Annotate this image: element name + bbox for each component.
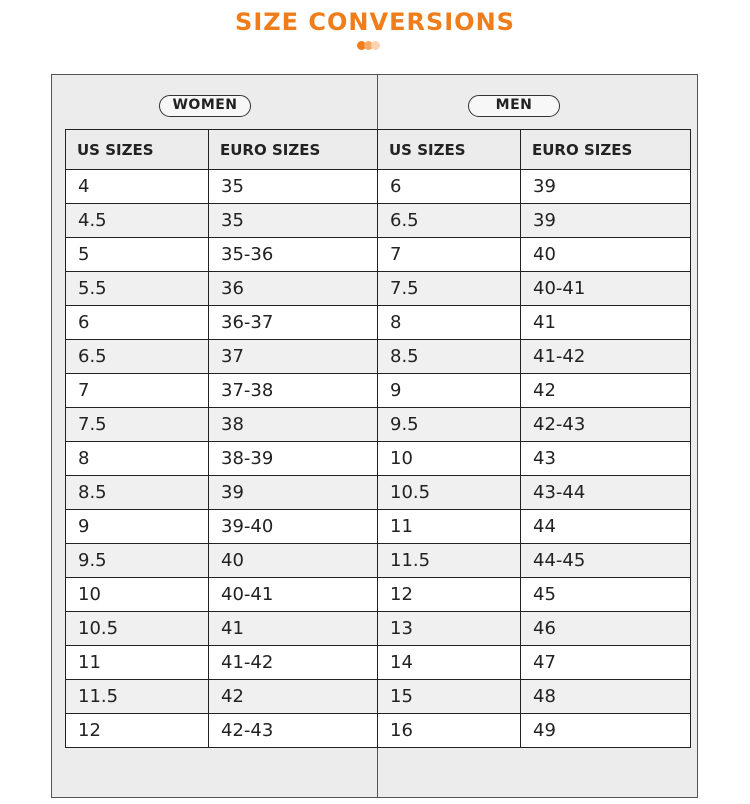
women-us-cell: 9 bbox=[66, 510, 209, 544]
table-row bbox=[66, 374, 691, 408]
men-euro-header: EURO SIZES bbox=[521, 130, 691, 170]
women-euro-cell: 42-43 bbox=[209, 714, 378, 748]
women-us-cell: 11.5 bbox=[66, 680, 209, 714]
men-us-cell: 6.5 bbox=[378, 204, 521, 238]
men-us-header: US SIZES bbox=[378, 130, 521, 170]
men-us-cell: 8 bbox=[378, 306, 521, 340]
men-euro-cell: 40-41 bbox=[521, 272, 691, 306]
men-euro-cell: 42 bbox=[521, 374, 691, 408]
men-us-cell: 16 bbox=[378, 714, 521, 748]
table-row bbox=[66, 612, 691, 646]
men-us-cell: 7 bbox=[378, 238, 521, 272]
women-euro-cell: 42 bbox=[209, 680, 378, 714]
men-euro-cell: 40 bbox=[521, 238, 691, 272]
men-euro-cell: 43 bbox=[521, 442, 691, 476]
table-row bbox=[66, 442, 691, 476]
men-us-cell: 6 bbox=[378, 170, 521, 204]
men-us-cell: 13 bbox=[378, 612, 521, 646]
men-us-cell: 10.5 bbox=[378, 476, 521, 510]
table-row bbox=[66, 170, 691, 204]
women-euro-cell: 41-42 bbox=[209, 646, 378, 680]
table-row bbox=[66, 476, 691, 510]
women-us-cell: 4.5 bbox=[66, 204, 209, 238]
men-euro-cell: 47 bbox=[521, 646, 691, 680]
men-euro-cell: 44 bbox=[521, 510, 691, 544]
men-euro-cell: 48 bbox=[521, 680, 691, 714]
men-us-cell: 15 bbox=[378, 680, 521, 714]
table-row bbox=[66, 578, 691, 612]
men-euro-cell: 44-45 bbox=[521, 544, 691, 578]
table-row bbox=[66, 510, 691, 544]
women-us-cell: 9.5 bbox=[66, 544, 209, 578]
women-euro-cell: 37-38 bbox=[209, 374, 378, 408]
women-euro-cell: 41 bbox=[209, 612, 378, 646]
table-row bbox=[66, 204, 691, 238]
men-euro-cell: 41 bbox=[521, 306, 691, 340]
women-us-cell: 8 bbox=[66, 442, 209, 476]
table-row bbox=[66, 408, 691, 442]
men-euro-cell: 45 bbox=[521, 578, 691, 612]
women-us-cell: 11 bbox=[66, 646, 209, 680]
women-section-label: WOMEN bbox=[159, 95, 251, 117]
table-row bbox=[66, 680, 691, 714]
size-chart bbox=[51, 74, 698, 798]
men-euro-cell: 39 bbox=[521, 204, 691, 238]
men-us-cell: 9 bbox=[378, 374, 521, 408]
table-row bbox=[66, 714, 691, 748]
women-euro-cell: 38-39 bbox=[209, 442, 378, 476]
women-us-cell: 6 bbox=[66, 306, 209, 340]
men-euro-cell: 46 bbox=[521, 612, 691, 646]
women-us-cell: 8.5 bbox=[66, 476, 209, 510]
page-title: SIZE CONVERSIONS bbox=[235, 8, 515, 36]
women-euro-cell: 35-36 bbox=[209, 238, 378, 272]
men-us-cell: 11.5 bbox=[378, 544, 521, 578]
women-us-cell: 10 bbox=[66, 578, 209, 612]
men-us-cell: 7.5 bbox=[378, 272, 521, 306]
women-euro-cell: 39 bbox=[209, 476, 378, 510]
women-us-cell: 5.5 bbox=[66, 272, 209, 306]
men-us-cell: 10 bbox=[378, 442, 521, 476]
women-us-cell: 10.5 bbox=[66, 612, 209, 646]
women-euro-cell: 39-40 bbox=[209, 510, 378, 544]
table-row bbox=[66, 306, 691, 340]
women-euro-cell: 37 bbox=[209, 340, 378, 374]
table-row bbox=[66, 340, 691, 374]
men-us-cell: 14 bbox=[378, 646, 521, 680]
dot-3 bbox=[371, 41, 380, 50]
men-euro-cell: 42-43 bbox=[521, 408, 691, 442]
table-row bbox=[66, 238, 691, 272]
women-us-cell: 7 bbox=[66, 374, 209, 408]
title-decoration-dots bbox=[357, 41, 381, 51]
women-us-cell: 5 bbox=[66, 238, 209, 272]
women-euro-cell: 35 bbox=[209, 170, 378, 204]
men-euro-cell: 39 bbox=[521, 170, 691, 204]
men-us-cell: 9.5 bbox=[378, 408, 521, 442]
women-us-cell: 7.5 bbox=[66, 408, 209, 442]
table-row bbox=[66, 544, 691, 578]
women-euro-cell: 35 bbox=[209, 204, 378, 238]
size-table bbox=[65, 129, 691, 748]
table-row bbox=[66, 272, 691, 306]
women-euro-cell: 36-37 bbox=[209, 306, 378, 340]
men-euro-cell: 41-42 bbox=[521, 340, 691, 374]
women-euro-cell: 38 bbox=[209, 408, 378, 442]
women-euro-cell: 40 bbox=[209, 544, 378, 578]
women-us-cell: 6.5 bbox=[66, 340, 209, 374]
women-euro-header: EURO SIZES bbox=[209, 130, 378, 170]
women-us-cell: 4 bbox=[66, 170, 209, 204]
men-us-cell: 8.5 bbox=[378, 340, 521, 374]
header-row bbox=[66, 130, 691, 170]
men-us-cell: 11 bbox=[378, 510, 521, 544]
men-euro-cell: 49 bbox=[521, 714, 691, 748]
men-section-label: MEN bbox=[468, 95, 560, 117]
men-euro-cell: 43-44 bbox=[521, 476, 691, 510]
men-us-cell: 12 bbox=[378, 578, 521, 612]
women-euro-cell: 40-41 bbox=[209, 578, 378, 612]
women-us-cell: 12 bbox=[66, 714, 209, 748]
women-euro-cell: 36 bbox=[209, 272, 378, 306]
table-row bbox=[66, 646, 691, 680]
women-us-header: US SIZES bbox=[66, 130, 209, 170]
